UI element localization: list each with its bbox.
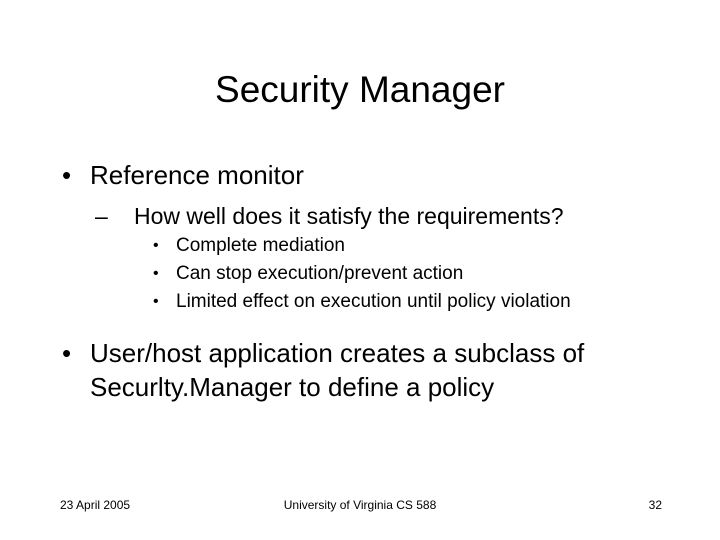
spacer (48, 316, 688, 336)
list-item (48, 200, 688, 232)
bullet-icon: • (62, 338, 72, 368)
page-title: Security Manager (215, 69, 505, 110)
footer-course: University of Virginia CS 588 (283, 498, 437, 512)
list-item-label: Reference monitor (90, 160, 304, 190)
bullet-icon: • (153, 237, 159, 254)
bullet-icon: • (153, 265, 159, 282)
dash-bullet-icon: – (95, 203, 108, 229)
list-item-label: Limited effect on execution until policy violation (176, 291, 571, 312)
list-item (48, 336, 688, 404)
list-item-label: User/host application creates a subclass of Securlty.Manager to define a policy (90, 338, 585, 402)
footer-page-number: 32 (648, 498, 662, 512)
footer-date: 23 April 2005 (60, 498, 131, 512)
bullet-icon: • (62, 160, 72, 190)
bullet-icon: • (153, 293, 159, 310)
list-item (48, 288, 688, 316)
slide-body (48, 158, 688, 404)
list-item-label: Complete mediation (176, 235, 345, 256)
bullet-list (48, 158, 688, 404)
list-item-label: Can stop execution/prevent action (176, 263, 464, 284)
list-item-label: How well does it satisfy the requirements? (134, 203, 564, 229)
slide-footer (0, 498, 720, 514)
list-item (48, 260, 688, 288)
list-item (48, 158, 688, 192)
list-item (48, 232, 688, 260)
